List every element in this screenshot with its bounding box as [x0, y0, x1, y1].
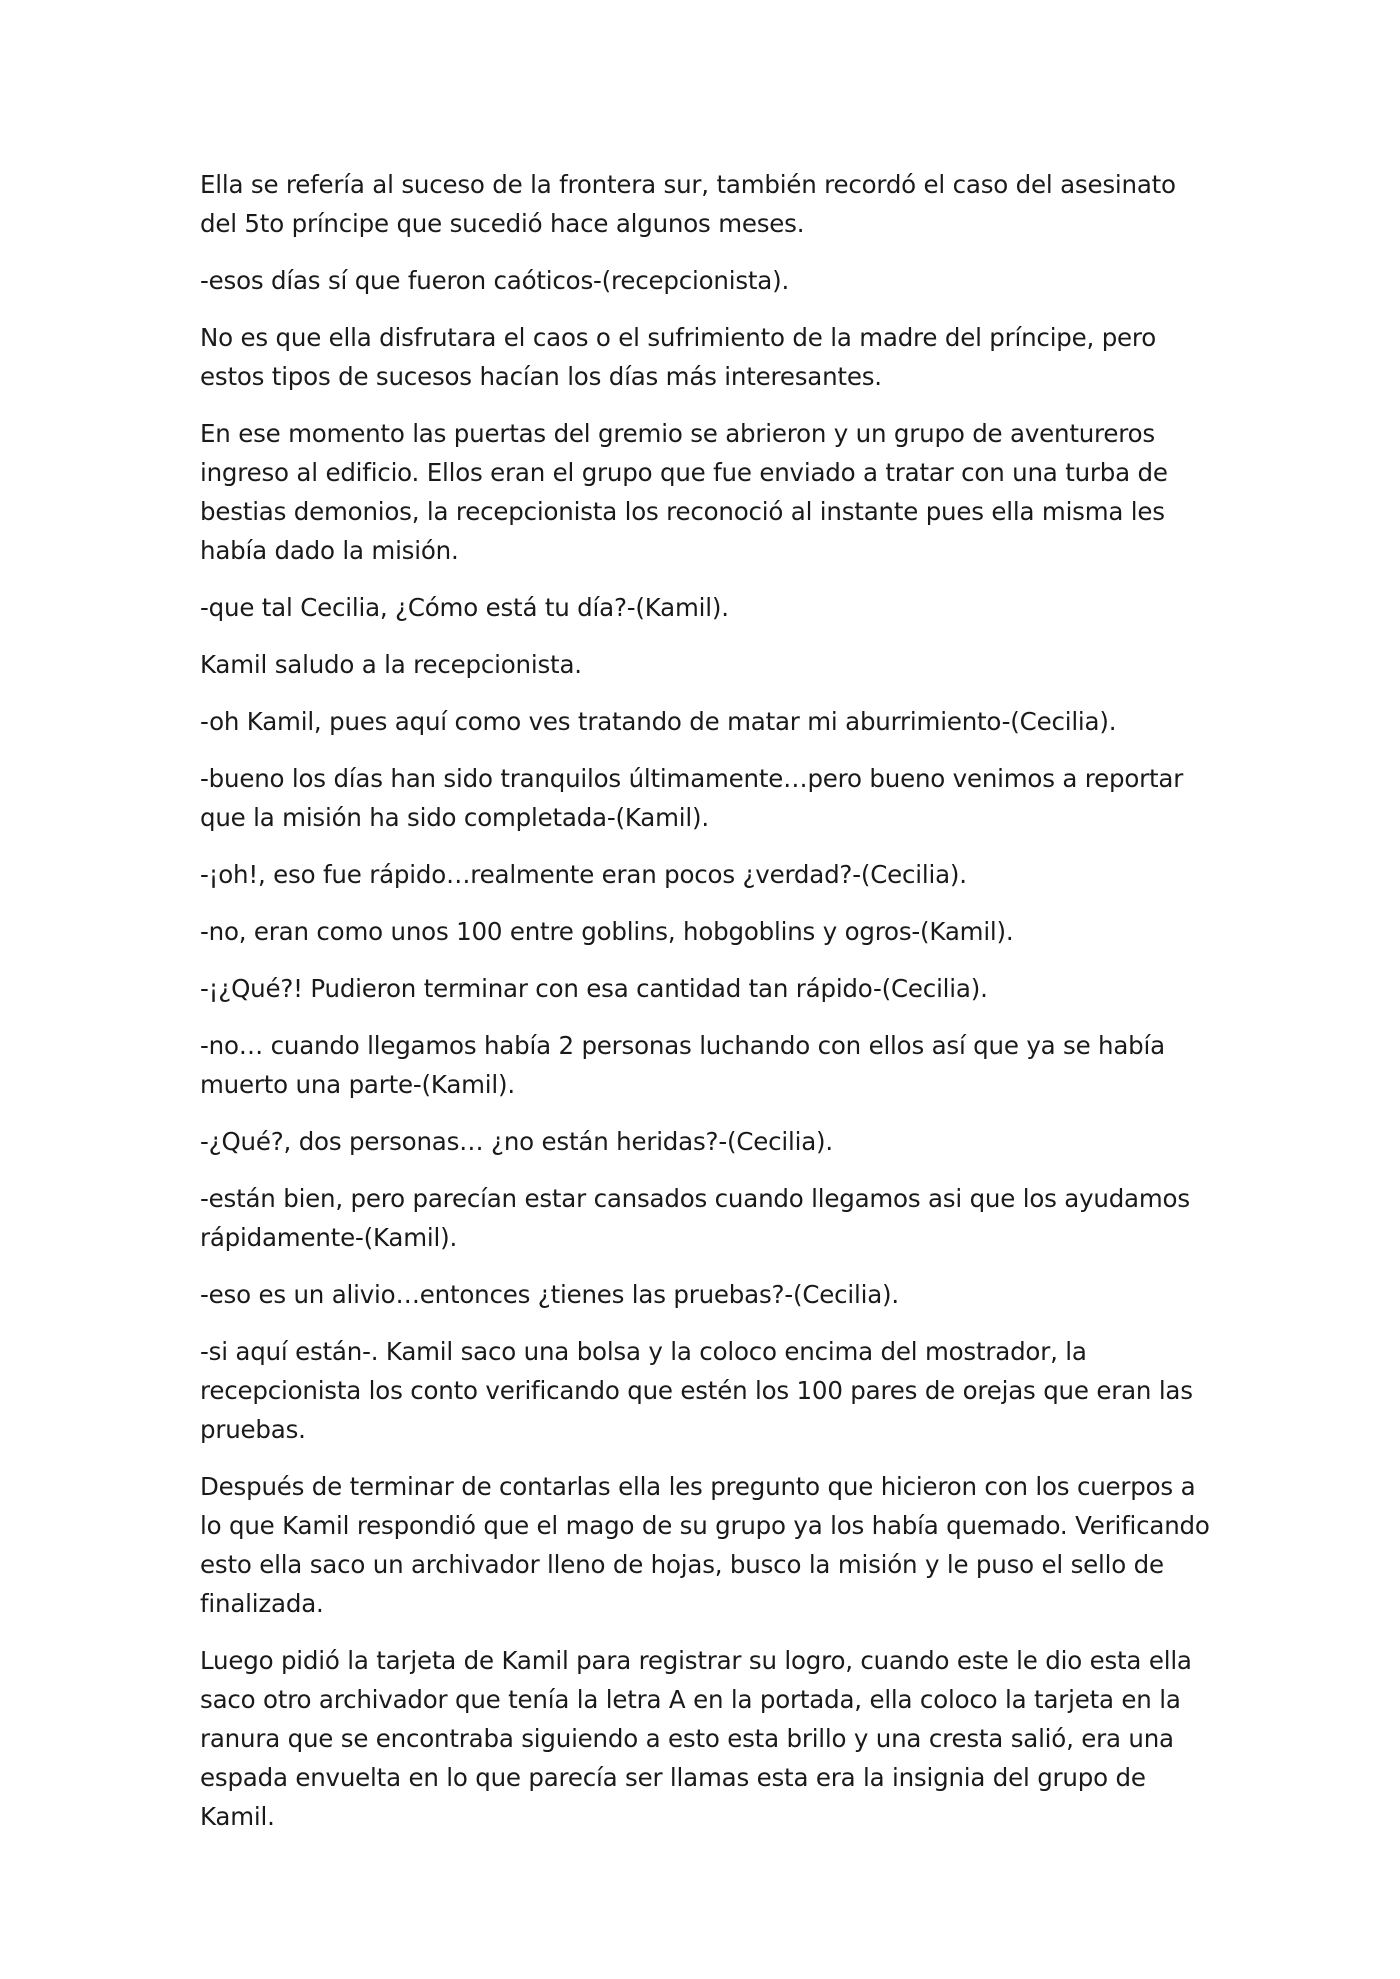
paragraph: -bueno los días han sido tranquilos últimamente…pero bueno venimos a reportar que la misión ha sido completada-(Kamil). — [200, 764, 1184, 832]
paragraph: En ese momento las puertas del gremio se abrieron y un grupo de aventureros ingreso al edificio. Ellos eran el grupo que fue enviado a tratar con una turba de bestias demonios, la recepcionista los reconoció al instante pues ella misma les había dado la misión. — [200, 419, 1168, 565]
paragraph: Kamil saludo a la recepcionista. — [200, 650, 582, 679]
paragraph: -están bien, pero parecían estar cansados cuando llegamos asi que los ayudamos rápidamente-(Kamil). — [200, 1184, 1190, 1252]
paragraph: -no… cuando llegamos había 2 personas luchando con ellos así que ya se había muerto una parte-(Kamil). — [200, 1031, 1165, 1099]
paragraph: Luego pidió la tarjeta de Kamil para registrar su logro, cuando este le dio esta ella saco otro archivador que tenía la letra A en la portada, ella coloco la tarjeta en la ranura que se encontraba siguiendo a esto esta brillo y una cresta salió, era una espada envuelta en lo que parecía ser llamas esta era la insignia del grupo de Kamil. — [200, 1646, 1192, 1831]
paragraph: Ella se refería al suceso de la frontera sur, también recordó el caso del asesinato del 5to príncipe que sucedió hace algunos meses. — [200, 170, 1176, 238]
paragraph: -que tal Cecilia, ¿Cómo está tu día?-(Kamil). — [200, 593, 729, 622]
paragraph: -¿Qué?, dos personas… ¿no están heridas?-(Cecilia). — [200, 1127, 833, 1156]
paragraph: No es que ella disfrutara el caos o el sufrimiento de la madre del príncipe, pero estos tipos de sucesos hacían los días más interesantes. — [200, 323, 1157, 391]
paragraph: -eso es un alivio…entonces ¿tienes las pruebas?-(Cecilia). — [200, 1280, 899, 1309]
paragraph: -no, eran como unos 100 entre goblins, hobgoblins y ogros-(Kamil). — [200, 917, 1014, 946]
paragraph: Después de terminar de contarlas ella les pregunto que hicieron con los cuerpos a lo que Kamil respondió que el mago de su grupo ya los había quemado. Verificando esto ella saco un archivador lleno de hojas, busco la misión y le puso el sello de finalizada. — [200, 1472, 1210, 1618]
paragraph: -oh Kamil, pues aquí como ves tratando de matar mi aburrimiento-(Cecilia). — [200, 707, 1117, 736]
paragraph: -¡¿Qué?! Pudieron terminar con esa cantidad tan rápido-(Cecilia). — [200, 974, 988, 1003]
paragraph: -esos días sí que fueron caóticos-(recepcionista). — [200, 266, 790, 295]
paragraph: -si aquí están-. Kamil saco una bolsa y la coloco encima del mostrador, la recepcionista los conto verificando que estén los 100 pares de orejas que eran las pruebas. — [200, 1337, 1193, 1444]
paragraph: -¡oh!, eso fue rápido…realmente eran pocos ¿verdad?-(Cecilia). — [200, 860, 967, 889]
body-text — [200, 165, 1210, 1854]
